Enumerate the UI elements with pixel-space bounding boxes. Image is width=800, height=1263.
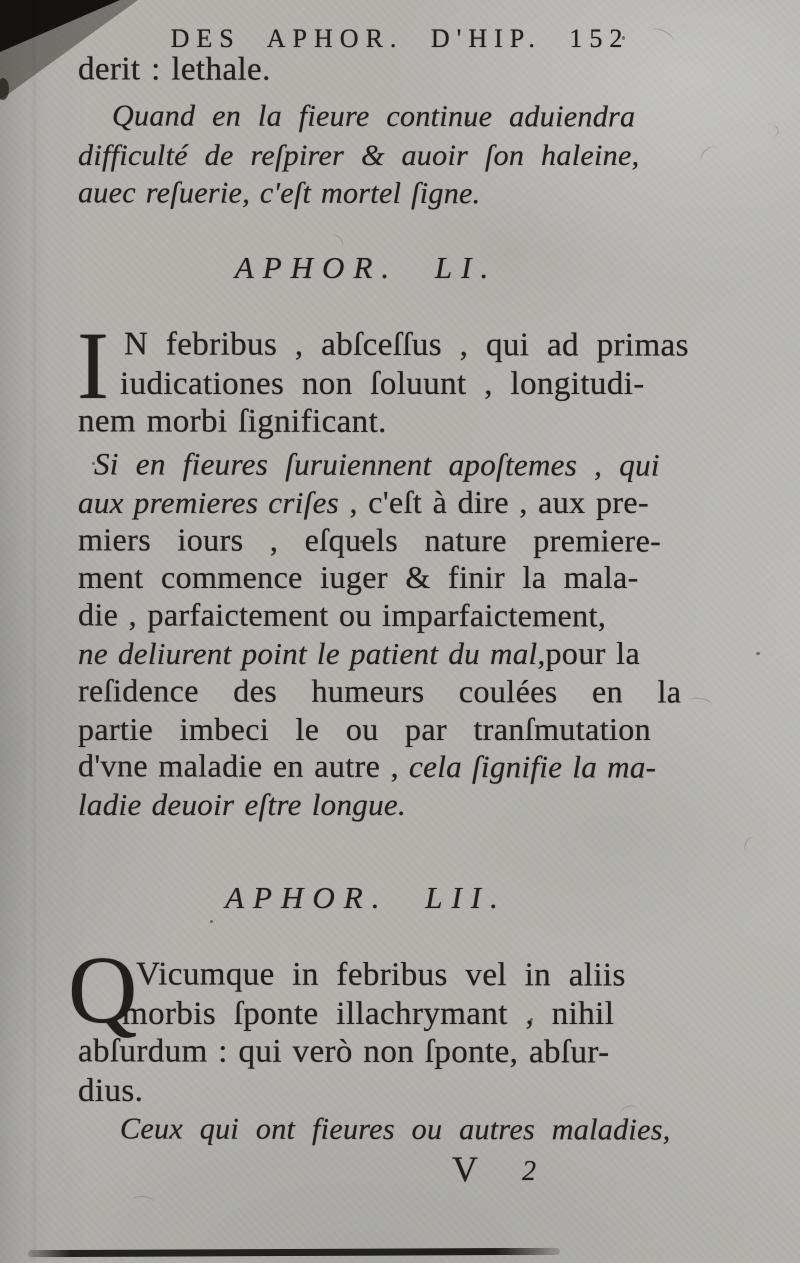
paper-crease (30, 0, 38, 1263)
signature-letter: V (452, 1149, 478, 1189)
text-line (78, 786, 746, 824)
italic-text: auec reſuerie, c'eſt mortel ſigne. (77, 175, 481, 211)
paragraph-continuation (78, 50, 746, 90)
roman-text: partie imbeci le ou par tranſmutation (78, 710, 652, 747)
roman-text: pour la (545, 634, 641, 671)
text-line (78, 955, 746, 995)
drop-cap-q: Q (68, 936, 138, 1043)
italic-text: aux premieres criſes (78, 484, 340, 520)
ink-speck (756, 652, 760, 655)
text-line (78, 596, 746, 635)
roman-text: Vicumque in febribus vel in aliis (135, 956, 626, 994)
text-line (78, 445, 746, 484)
roman-text: ment commence iuger & finir la mala- (78, 559, 639, 596)
roman-text: dius. (78, 1072, 144, 1109)
roman-text: miers iours , eſquels nature premiere- (77, 520, 662, 559)
text-line (78, 365, 746, 404)
text-line (78, 325, 746, 365)
italic-text: Si en fieures ſuruiennent apoſtemes , qui (93, 446, 660, 483)
roman-text: die , parfaictement ou imparfaictement, (77, 596, 607, 634)
paragraph-aphorism-51-latin (78, 326, 746, 442)
roman-text: derit : lethale. (77, 51, 271, 88)
italic-text: cela ſignifie la ma- (398, 749, 657, 785)
text-line (78, 136, 746, 175)
paragraph-aphorism-51-french (78, 446, 746, 824)
text-line (78, 484, 746, 522)
drop-cap-i: I (77, 312, 109, 419)
text-line (78, 173, 746, 213)
aphorism-heading-li: APHOR. LI. (234, 250, 498, 285)
text-line (78, 635, 746, 673)
paragraph-aphorism-52-french (78, 1110, 746, 1148)
running-header: DES APHOR. D'HIP. 152 (170, 24, 630, 53)
text-line (78, 402, 746, 442)
text-line (78, 1072, 746, 1111)
text-line (78, 521, 746, 560)
text-line (78, 1109, 746, 1148)
roman-text: nem morbi ſignificant. (77, 403, 387, 440)
aphorism-heading-lii: APHOR. LII. (225, 880, 507, 915)
text-line (78, 96, 746, 136)
roman-text: abſurdum : qui verò non ſponte, abſur- (77, 1033, 610, 1071)
roman-text: iudicationes non ſoluunt , longitudi- (120, 365, 645, 402)
text-line (78, 995, 746, 1034)
text-line (78, 711, 746, 749)
roman-text: reſidence des humeurs coulées en la (77, 672, 682, 710)
signature-mark (0, 1148, 800, 1196)
text-line (78, 1032, 746, 1072)
text-line (78, 748, 746, 787)
italic-text: Quand en la fieure continue aduiendra (111, 98, 636, 134)
roman-text: d'vne maladie en autre , (77, 747, 400, 785)
signature-number: 2 (522, 1156, 536, 1187)
italic-text: difficulté de reſpirer & auoir ſon haleine, (78, 137, 640, 172)
text-line (78, 559, 746, 597)
roman-text: N febribus , abſceſſus , qui ad primas (123, 326, 689, 364)
roman-text: morbis ſponte illachrymant , nihil (122, 995, 615, 1032)
italic-text: ladie deuoir eſtre longue. (78, 787, 407, 823)
paragraph-aphorism-52-latin (78, 956, 746, 1110)
italic-text: Ceux qui ont fieures ou autres maladies, (119, 1111, 671, 1147)
text-line (78, 49, 746, 90)
paragraph-aphorism-50-french (78, 97, 746, 213)
ink-speck (210, 920, 213, 923)
italic-text: ne deliurent point le patient du mal, (78, 635, 546, 671)
text-line (78, 672, 746, 711)
roman-text: , c'eſt à dire , aux pre- (339, 483, 650, 520)
